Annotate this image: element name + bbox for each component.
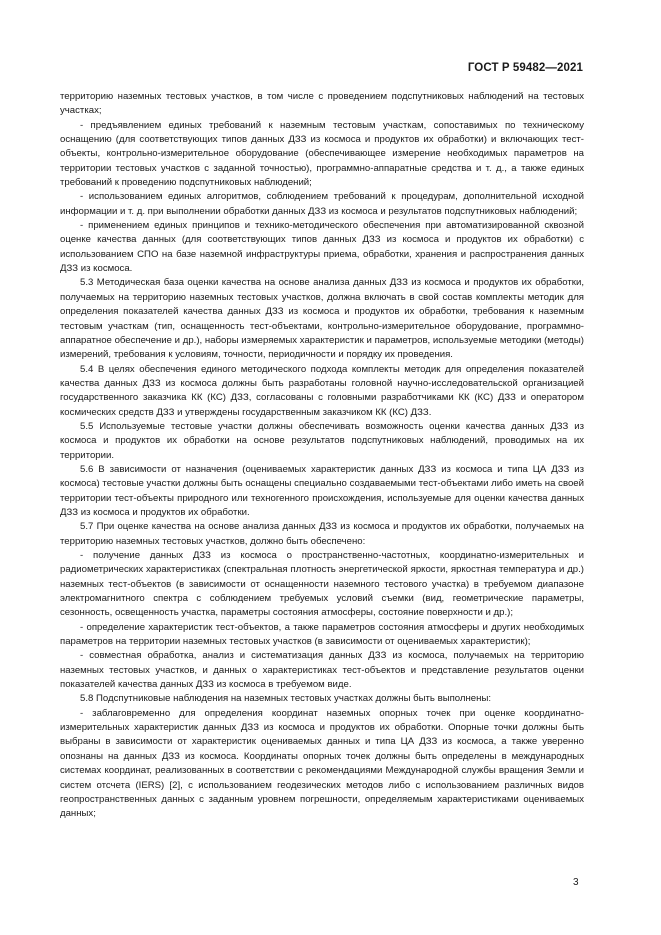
paragraph: - использованием единых алгоритмов, соблюдением требований к процедурам, дополнительной исходной информации и т. д. при выполнении обработки данных ДЗЗ из космоса и результатов подспутниковых наблюдений; <box>60 191 584 217</box>
paragraph: 5.6 В зависимости от назначения (оцениваемых характеристик данных ДЗЗ из космоса и типа ЦА ДЗЗ из космоса) тестовые участки должны быть оснащены специально создаваемыми тест-объектами либо иметь на своей территории тест-объекты природного или техногенного происхождения, используемые для оценки качества данных ДЗЗ из космоса и продуктов их обработки. <box>60 463 584 518</box>
paragraph: - совместная обработка, анализ и систематизация данных ДЗЗ из космоса, получаемых на территорию наземных тестовых участков, и данных о характеристиках тест-объектов и представление результатов оценки показателей качества данных ДЗЗ из космоса в требуемом виде. <box>60 650 584 691</box>
paragraph: 5.4 В целях обеспечения единого методического подхода комплекты методик для определения показателей качества данных ДЗЗ из космоса должны быть разработаны головной научно-исследовательской организацией государственного заказчика КК (КС) ДЗЗ, согласованы с головными разработчиками КК (КС) ДЗЗ и оператором космических средств ДЗЗ и утверждены государственным заказчиком КК (КС) ДЗЗ. <box>60 363 584 418</box>
paragraph: 5.5 Используемые тестовые участки должны обеспечивать возможность оценки качества данных ДЗЗ из космоса и продуктов их обработки на основе результатов подспутниковых наблюдений, проводимых на их территории. <box>60 420 584 461</box>
page-number: 3 <box>573 877 579 888</box>
paragraph: 5.8 Подспутниковые наблюдения на наземных тестовых участках должны быть выполнены: <box>80 693 491 705</box>
document-body <box>60 90 584 822</box>
paragraph: 5.7 При оценке качества на основе анализа данных ДЗЗ из космоса и продуктов их обработки, получаемых на территорию наземных тестовых участков, должно быть обеспечено: <box>60 521 584 547</box>
paragraph: 5.3 Методическая база оценки качества на основе анализа данных ДЗЗ из космоса и продуктов их обработки, получаемых на территорию наземных тестовых участков, должна включать в свой состав комплекты методик для определения показателей качества данных ДЗЗ из космоса и продуктов их обработки, требования к наземным тестовым участкам (тип, оснащенность тест-объектами, контрольно-измерительное оборудование, программно-аппаратное обеспечение и др.), наборы измеряемых характеристик и параметров, используемые методики (методы) измерений, требования к условиям, точности, периодичности и порядку их проведения. <box>60 277 584 361</box>
paragraph: - определение характеристик тест-объектов, а также параметров состояния атмосферы и других необходимых параметров на территории наземных тестовых участков (в зависимости от оцениваемых характеристик); <box>60 621 584 648</box>
paragraph: - применением единых принципов и технико-методического обеспечения при автоматизированной сквозной оценке качества данных (для соответствующих типов данных ДЗЗ из космоса и продуктов их обработки) с использованием СПО на базе наземной инфраструктуры приема, обработки, хранения и распространения данных ДЗЗ из космоса. <box>60 220 584 275</box>
paragraph: - предъявлением единых требований к наземным тестовым участкам, сопоставимых по техническому оснащению (для соответствующих типов данных ДЗЗ из космоса и продуктов их обработки) и включающих тест-объекты, контрольно-измерительное оборудование (обеспечивающее измерение необходимых параметров на территории тестовых участков с заданной точностью), программно-аппаратные средства и т. д., а также единых требований к проведению подспутниковых наблюдений; <box>60 119 584 189</box>
paragraph: - получение данных ДЗЗ из космоса о пространственно-частотных, координатно-измерительных и радиометрических характеристиках (спектральная плотность энергетической яркости, яркостная температура и др.) наземных тест-объектов (в зависимости от оснащенности наземного тестового участка) в требуемом диапазоне электромагнитного спектра с соблюдением требуемых условий съемки (вид, геометрические параметры, сезонность, освещенность участка, параметры состояния атмосферы, состояние поверхности и др.); <box>60 550 584 619</box>
standard-header: ГОСТ Р 59482—2021 <box>467 62 583 74</box>
paragraph: территорию наземных тестовых участков, в том числе с проведением подспутниковых наблюдений на тестовых участках; <box>60 91 584 117</box>
paragraph: - заблаговременно для определения координат наземных опорных точек при оценке координатно-измерительных характеристик данных ДЗЗ из космоса и продуктов их обработки. Опорные точки должны быть выбраны в зависимости от характеристик оцениваемых данных и типа ЦА ДЗЗ из космоса, а также уверенно опознаны на данных ДЗЗ из космоса. Координаты опорных точек должны быть определены в международных системах координат, реализованных в соответствии с рекомендациями Международной службы вращения Земли и систем отсчета (IERS) [2], с использованием геодезических методов либо с использованием различных видов геопространственных данных с заданным уровнем погрешности, определяемым характеристиками оцениваемых данных; <box>60 707 584 820</box>
